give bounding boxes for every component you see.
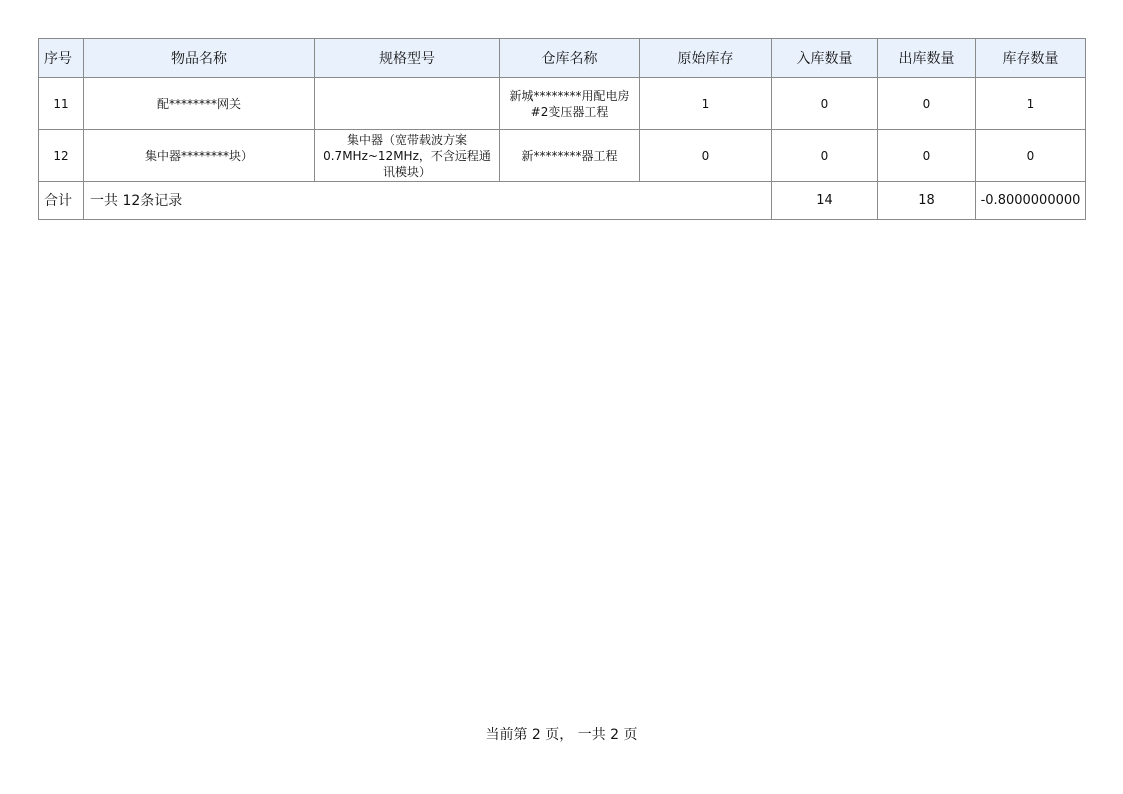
header-seq: 序号 <box>39 39 84 78</box>
cell-seq: 11 <box>39 78 84 130</box>
total-label: 合计 <box>39 182 84 220</box>
pagination-text: 当前第 2 页， 一共 2 页 <box>485 727 638 743</box>
table-header-row <box>39 39 1086 78</box>
cell-warehouse: 新********器工程 <box>500 130 640 182</box>
header-warehouse: 仓库名称 <box>500 39 640 78</box>
cell-stock-qty: 0 <box>976 130 1086 182</box>
cell-out-qty: 0 <box>878 78 976 130</box>
cell-item-name: 配********网关 <box>84 78 315 130</box>
cell-original-stock: 0 <box>640 130 772 182</box>
cell-out-qty: 0 <box>878 130 976 182</box>
table-row <box>39 78 1086 130</box>
total-out-qty: 18 <box>878 182 976 220</box>
cell-spec: 集中器（宽带载波方案0.7MHz~12MHz，不含远程通讯模块） <box>315 130 500 182</box>
header-stock-qty: 库存数量 <box>976 39 1086 78</box>
total-row <box>39 182 1086 220</box>
cell-stock-qty: 1 <box>976 78 1086 130</box>
cell-item-name: 集中器********块） <box>84 130 315 182</box>
header-in-qty: 入库数量 <box>772 39 878 78</box>
total-in-qty: 14 <box>772 182 878 220</box>
header-item-name: 物品名称 <box>84 39 315 78</box>
header-out-qty: 出库数量 <box>878 39 976 78</box>
header-spec: 规格型号 <box>315 39 500 78</box>
total-record-count: 一共 12条记录 <box>84 182 772 220</box>
cell-spec <box>315 78 500 130</box>
cell-original-stock: 1 <box>640 78 772 130</box>
cell-seq: 12 <box>39 130 84 182</box>
cell-in-qty: 0 <box>772 130 878 182</box>
total-stock-qty: -0.8000000000 <box>976 182 1086 220</box>
header-original-stock: 原始库存 <box>640 39 772 78</box>
cell-in-qty: 0 <box>772 78 878 130</box>
table-row <box>39 130 1086 182</box>
cell-warehouse: 新城********用配电房#2变压器工程 <box>500 78 640 130</box>
inventory-table <box>38 38 1086 220</box>
